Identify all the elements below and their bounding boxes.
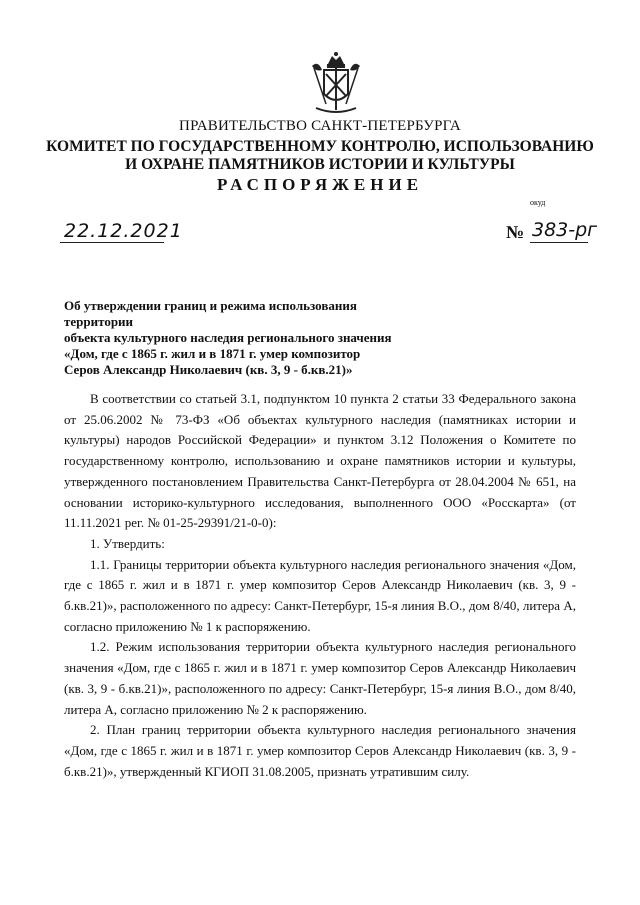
subject-line-3: «Дом, где с 1865 г. жил и в 1871 г. умер композитор	[64, 346, 361, 361]
paragraph-preamble: В соответствии со статьей 3.1, подпунктом 10 пункта 2 статьи 33 Федерального закона от 25.06.2002 № 73-ФЗ «Об объектах культурного наследия (памятниках истории и культуры) народов Российской Федерации» и пунктом 3.12 Положения о Комитете по государственному контролю, использованию и охране памятников истории и культуры, утвержденного постановлением Правительства Санкт-Петербурга от 28.04.2004 № 651, на основании историко-культурного исследования, выполненного ООО «Росскарта» (от 11.11.2021 рег. № 01-25-29391/21-0-0):	[64, 391, 576, 531]
committee-line-1: КОМИТЕТ ПО ГОСУДАРСТВЕННОМУ КОНТРОЛЮ, ИСПОЛЬЗОВАНИЮ	[46, 138, 594, 155]
paragraph-approve: 1. Утвердить:	[90, 535, 165, 551]
committee-title	[0, 138, 640, 174]
date-underline	[60, 242, 164, 243]
paragraph-1-2: 1.2. Режим использования территории объекта культурного наследия регионального значения «Дом, где с 1865 г. жил и в 1871 г. умер композитор Серов Александр Николаевич (кв. 3, 9 - б.кв.21)», расположенного по адресу: Санкт-Петербург, 15-я линия В.О., дом 8/40, литера А, согласно приложению № 2 к распоряжению.	[64, 639, 576, 717]
document-date: 22.12.2021	[64, 220, 183, 242]
number-sign: №	[506, 222, 525, 242]
government-title: ПРАВИТЕЛЬСТВО САНКТ-ПЕТЕРБУРГА	[179, 118, 461, 134]
subject-line-2: объекта культурного наследия регионального значения	[64, 330, 392, 345]
document-number: 383-рг	[532, 219, 598, 241]
subject-line-4: Серов Александр Николаевич (кв. 3, 9 - б.кв.21)»	[64, 362, 353, 377]
coat-of-arms-icon	[306, 50, 366, 118]
document-subject	[64, 298, 424, 378]
document-type: РАСПОРЯЖЕНИЕ	[216, 175, 424, 194]
subject-line-1: Об утверждении границ и режима использования территории	[64, 298, 357, 329]
committee-line-2: И ОХРАНЕ ПАМЯТНИКОВ ИСТОРИИ И КУЛЬТУРЫ	[125, 156, 515, 173]
number-underline	[530, 242, 588, 243]
paragraph-1-1: 1.1. Границы территории объекта культурного наследия регионального значения «Дом, где с 1865 г. жил и в 1871 г. умер композитор Серов Александр Николаевич (кв. 3, 9 - б.кв.21)», расположенного по адресу: Санкт-Петербург, 15-я линия В.О., дом 8/40, литера А, согласно приложению № 1 к распоряжению.	[64, 556, 576, 634]
paragraph-2: 2. План границ территории объекта культурного наследия регионального значения «Дом, где с 1865 г. жил и в 1871 г. умер композитор Серов Александр Николаевич (кв. 3, 9 - б.кв.21)», утвержденный КГИОП 31.08.2005, признать утратившим силу.	[64, 722, 576, 779]
document-body	[64, 389, 576, 782]
okud-label: окуд	[530, 198, 546, 207]
